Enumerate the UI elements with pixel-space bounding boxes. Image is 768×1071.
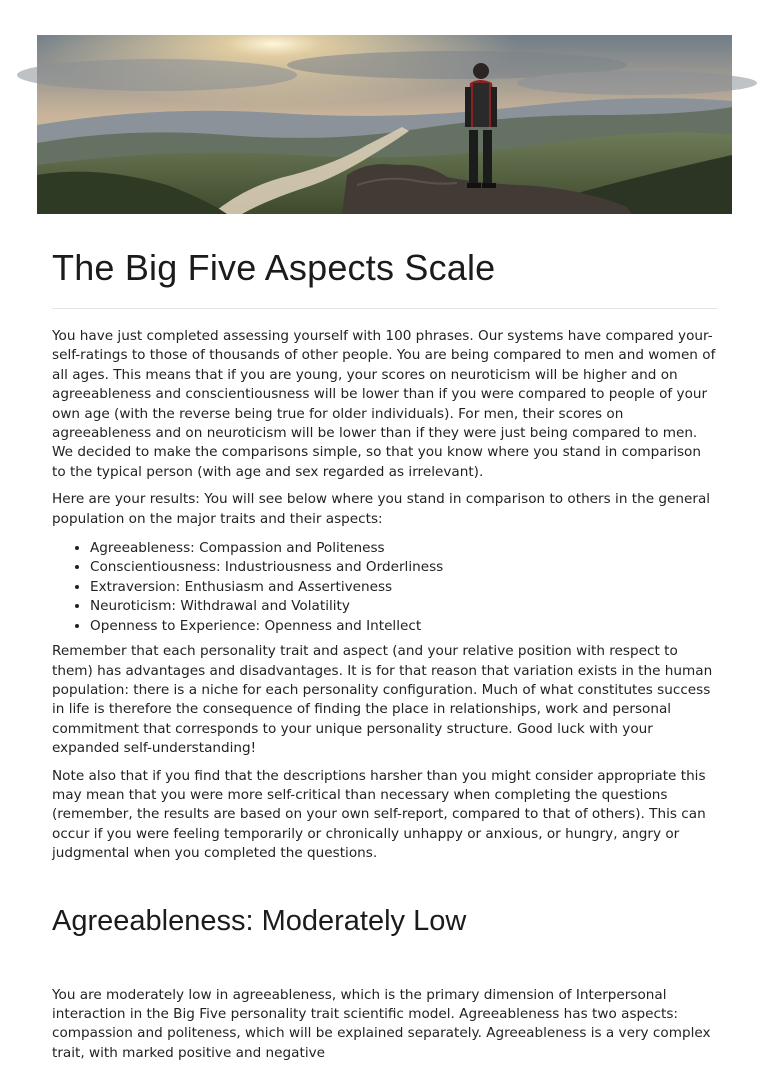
list-item: • Extraversion: Enthusiasm and Assertiveness (90, 578, 718, 597)
list-item: • Conscientiousness: Industriousness and Orderliness (90, 558, 718, 577)
article (52, 240, 718, 1071)
section-heading-agreeableness: Agreeableness: Moderately Low (52, 904, 467, 937)
list-item: • Agreeableness: Compassion and Politeness (90, 539, 718, 558)
intro-section (52, 327, 718, 864)
aspects-list (52, 539, 718, 636)
closing-paragraph-1: Remember that each personality trait and aspect (and your relative position with respect to them) has advantages and disadvantages. It is for that reason that variation exists in the human population: there is a niche for each personality configuration. Much of what constitutes success in life is therefore the consequence of finding the place in relationships, work and personal commitment that corresponds to your unique personality structure. Good luck with your expanded self-understanding! (52, 643, 713, 757)
page-title: The Big Five Aspects Scale (52, 240, 718, 309)
closing-paragraph-2: Note also that if you find that the descriptions harsher than you might consider appropriate this may mean that you were more self-critical than necessary when completing the questions (remember, the results are based on your own self-report, compared to that of others). This can occur if you were feeling temporarily or chronically unhappy or anxious, or hungry, angry or judgmental when you completed the questions. (52, 767, 706, 862)
intro-paragraph-2: Here are your results: You will see below where you stand in comparison to others in the general population on the major traits and their aspects: (52, 491, 711, 527)
list-item: • Openness to Experience: Openness and Intellect (90, 617, 718, 636)
landscape-photo (37, 35, 732, 214)
intro-paragraph-1: You have just completed assessing yourself with 100 phrases. Our systems have compared your-self-ratings to those of thousands of other people. You are being compared to men and women of all ages. This means that if you are young, your scores on neuroticism will be higher and on agreeableness and conscientiousness will be lower than if you were compared to people of your own age (with the reverse being true for older individuals). For men, their scores on agreeableness and on neuroticism will be lower than if they were just being compared to men. We decided to make the comparisons simple, so that you know where you stand in comparison to the typical person (with age and sex regarded as irrelevant). (52, 328, 716, 480)
list-item: • Neuroticism: Withdrawal and Volatility (90, 597, 718, 616)
agreeableness-paragraph: You are moderately low in agreeableness, which is the primary dimension of Interpersonal interaction in the Big Five personality trait scientific model. Agreeableness has two aspects: compassion and politeness, which will be explained separately. Agreeableness is a very complex trait, with marked positive and negative (52, 986, 711, 1061)
hero-image (37, 35, 732, 214)
